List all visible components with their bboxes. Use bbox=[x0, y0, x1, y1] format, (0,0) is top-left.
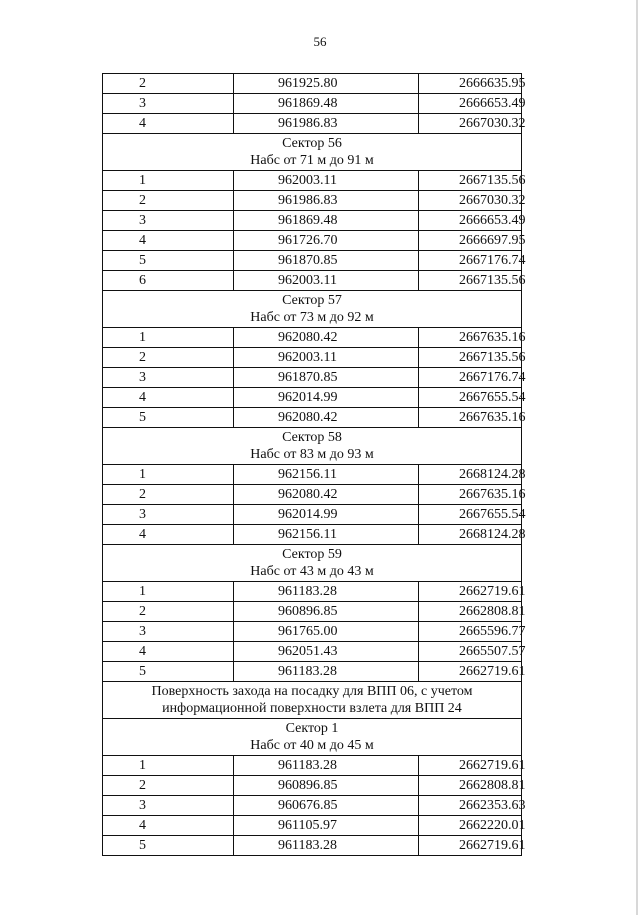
y-coordinate-cell: 2662220.01 bbox=[419, 816, 522, 836]
table-row bbox=[103, 756, 522, 776]
y-coordinate-cell: 2667135.56 bbox=[419, 348, 522, 368]
x-coordinate-cell: 962003.11 bbox=[234, 171, 419, 191]
point-number-cell: 3 bbox=[103, 622, 234, 642]
section-heading bbox=[103, 545, 522, 582]
y-coordinate-cell: 2662719.61 bbox=[419, 756, 522, 776]
y-coordinate-cell: 2666653.49 bbox=[419, 94, 522, 114]
coordinates-table-container bbox=[102, 73, 526, 856]
x-coordinate-cell: 961869.48 bbox=[234, 94, 419, 114]
section-heading-line: Сектор 59 bbox=[282, 547, 342, 562]
table-row bbox=[103, 525, 522, 545]
table-row bbox=[103, 408, 522, 428]
y-coordinate-cell: 2662719.61 bbox=[419, 582, 522, 602]
table-row bbox=[103, 796, 522, 816]
point-number-cell: 4 bbox=[103, 388, 234, 408]
section-heading-line: Сектор 1 bbox=[285, 721, 339, 736]
y-coordinate-cell: 2668124.28 bbox=[419, 525, 522, 545]
point-number-cell: 1 bbox=[103, 756, 234, 776]
table-body bbox=[103, 74, 526, 856]
point-number-cell: 2 bbox=[103, 191, 234, 211]
point-number-cell: 2 bbox=[103, 485, 234, 505]
coordinates-table bbox=[102, 73, 526, 856]
point-number-cell: 4 bbox=[103, 114, 234, 134]
table-row bbox=[103, 582, 522, 602]
point-number-cell: 3 bbox=[103, 796, 234, 816]
y-coordinate-cell: 2667030.32 bbox=[419, 114, 522, 134]
point-number-cell: 4 bbox=[103, 642, 234, 662]
y-coordinate-cell: 2662808.81 bbox=[419, 776, 522, 796]
point-number-cell: 4 bbox=[103, 525, 234, 545]
x-coordinate-cell: 962080.42 bbox=[234, 485, 419, 505]
x-coordinate-cell: 961870.85 bbox=[234, 368, 419, 388]
x-coordinate-cell: 960676.85 bbox=[234, 796, 419, 816]
x-coordinate-cell: 962003.11 bbox=[234, 348, 419, 368]
table-row bbox=[103, 816, 522, 836]
y-coordinate-cell: 2666653.49 bbox=[419, 211, 522, 231]
section-heading-line: Сектор 57 bbox=[282, 293, 342, 308]
x-coordinate-cell: 960896.85 bbox=[234, 776, 419, 796]
section-heading-line: Сектор 58 bbox=[282, 430, 342, 445]
x-coordinate-cell: 960896.85 bbox=[234, 602, 419, 622]
x-coordinate-cell: 962003.11 bbox=[234, 271, 419, 291]
point-number-cell: 1 bbox=[103, 328, 234, 348]
section-heading-line: Набс от 43 м до 43 м bbox=[250, 564, 374, 579]
x-coordinate-cell: 962014.99 bbox=[234, 505, 419, 525]
section-heading-line: Набс от 73 м до 92 м bbox=[250, 310, 374, 325]
section-heading-row bbox=[103, 545, 522, 582]
section-heading bbox=[103, 719, 522, 756]
y-coordinate-cell: 2667635.16 bbox=[419, 328, 522, 348]
table-row bbox=[103, 662, 522, 682]
x-coordinate-cell: 961986.83 bbox=[234, 114, 419, 134]
point-number-cell: 2 bbox=[103, 776, 234, 796]
point-number-cell: 1 bbox=[103, 171, 234, 191]
table-row bbox=[103, 388, 522, 408]
page-number: 56 bbox=[313, 34, 327, 49]
x-coordinate-cell: 961183.28 bbox=[234, 836, 419, 856]
section-heading-line: Поверхность захода на посадку для ВПП 06, с учетом bbox=[151, 684, 473, 699]
table-row bbox=[103, 465, 522, 485]
point-number-cell: 5 bbox=[103, 662, 234, 682]
point-number-cell: 4 bbox=[103, 816, 234, 836]
y-coordinate-cell: 2667176.74 bbox=[419, 368, 522, 388]
point-number-cell: 1 bbox=[103, 582, 234, 602]
table-row bbox=[103, 271, 522, 291]
section-heading-row bbox=[103, 719, 522, 756]
x-coordinate-cell: 961183.28 bbox=[234, 756, 419, 776]
table-row bbox=[103, 191, 522, 211]
section-heading-line: Сектор 56 bbox=[282, 136, 342, 151]
section-heading bbox=[103, 428, 522, 465]
x-coordinate-cell: 962156.11 bbox=[234, 525, 419, 545]
x-coordinate-cell: 962051.43 bbox=[234, 642, 419, 662]
point-number-cell: 3 bbox=[103, 94, 234, 114]
table-row bbox=[103, 485, 522, 505]
table-row bbox=[103, 74, 522, 94]
section-heading-row bbox=[103, 682, 522, 719]
point-number-cell: 5 bbox=[103, 408, 234, 428]
scan-edge bbox=[636, 0, 638, 915]
x-coordinate-cell: 961765.00 bbox=[234, 622, 419, 642]
y-coordinate-cell: 2667030.32 bbox=[419, 191, 522, 211]
x-coordinate-cell: 961925.80 bbox=[234, 74, 419, 94]
point-number-cell: 1 bbox=[103, 465, 234, 485]
y-coordinate-cell: 2668124.28 bbox=[419, 465, 522, 485]
y-coordinate-cell: 2662808.81 bbox=[419, 602, 522, 622]
y-coordinate-cell: 2662353.63 bbox=[419, 796, 522, 816]
table-row bbox=[103, 368, 522, 388]
section-heading bbox=[103, 682, 522, 719]
section-heading-row bbox=[103, 291, 522, 328]
y-coordinate-cell: 2666635.95 bbox=[419, 74, 522, 94]
section-heading-line: Набс от 71 м до 91 м bbox=[250, 153, 374, 168]
y-coordinate-cell: 2667655.54 bbox=[419, 505, 522, 525]
section-heading-row bbox=[103, 134, 522, 171]
point-number-cell: 2 bbox=[103, 348, 234, 368]
y-coordinate-cell: 2662719.61 bbox=[419, 836, 522, 856]
y-coordinate-cell: 2667635.16 bbox=[419, 485, 522, 505]
table-row bbox=[103, 328, 522, 348]
y-coordinate-cell: 2667135.56 bbox=[419, 271, 522, 291]
section-heading-line: информационной поверхности взлета для ВПП 24 bbox=[162, 701, 462, 716]
y-coordinate-cell: 2665507.57 bbox=[419, 642, 522, 662]
x-coordinate-cell: 961183.28 bbox=[234, 582, 419, 602]
table-row bbox=[103, 776, 522, 796]
point-number-cell: 3 bbox=[103, 211, 234, 231]
table-row bbox=[103, 348, 522, 368]
point-number-cell: 5 bbox=[103, 836, 234, 856]
point-number-cell: 3 bbox=[103, 505, 234, 525]
section-heading bbox=[103, 134, 522, 171]
section-heading-line: Набс от 40 м до 45 м bbox=[250, 738, 374, 753]
x-coordinate-cell: 961105.97 bbox=[234, 816, 419, 836]
y-coordinate-cell: 2667176.74 bbox=[419, 251, 522, 271]
x-coordinate-cell: 962080.42 bbox=[234, 328, 419, 348]
point-number-cell: 5 bbox=[103, 251, 234, 271]
table-row bbox=[103, 211, 522, 231]
table-row bbox=[103, 251, 522, 271]
point-number-cell: 2 bbox=[103, 74, 234, 94]
section-heading-line: Набс от 83 м до 93 м bbox=[250, 447, 374, 462]
x-coordinate-cell: 962080.42 bbox=[234, 408, 419, 428]
table-row bbox=[103, 171, 522, 191]
y-coordinate-cell: 2667655.54 bbox=[419, 388, 522, 408]
section-heading bbox=[103, 291, 522, 328]
section-heading-row bbox=[103, 428, 522, 465]
y-coordinate-cell: 2667135.56 bbox=[419, 171, 522, 191]
y-coordinate-cell: 2667635.16 bbox=[419, 408, 522, 428]
point-number-cell: 3 bbox=[103, 368, 234, 388]
table-row bbox=[103, 505, 522, 525]
x-coordinate-cell: 961986.83 bbox=[234, 191, 419, 211]
x-coordinate-cell: 961870.85 bbox=[234, 251, 419, 271]
point-number-cell: 2 bbox=[103, 602, 234, 622]
x-coordinate-cell: 961869.48 bbox=[234, 211, 419, 231]
x-coordinate-cell: 962014.99 bbox=[234, 388, 419, 408]
table-row bbox=[103, 836, 522, 856]
table-row bbox=[103, 94, 522, 114]
y-coordinate-cell: 2662719.61 bbox=[419, 662, 522, 682]
table-row bbox=[103, 622, 522, 642]
point-number-cell: 4 bbox=[103, 231, 234, 251]
table-row bbox=[103, 602, 522, 622]
y-coordinate-cell: 2665596.77 bbox=[419, 622, 522, 642]
x-coordinate-cell: 961183.28 bbox=[234, 662, 419, 682]
x-coordinate-cell: 961726.70 bbox=[234, 231, 419, 251]
x-coordinate-cell: 962156.11 bbox=[234, 465, 419, 485]
y-coordinate-cell: 2666697.95 bbox=[419, 231, 522, 251]
table-row bbox=[103, 642, 522, 662]
point-number-cell: 6 bbox=[103, 271, 234, 291]
table-row bbox=[103, 114, 522, 134]
table-row bbox=[103, 231, 522, 251]
